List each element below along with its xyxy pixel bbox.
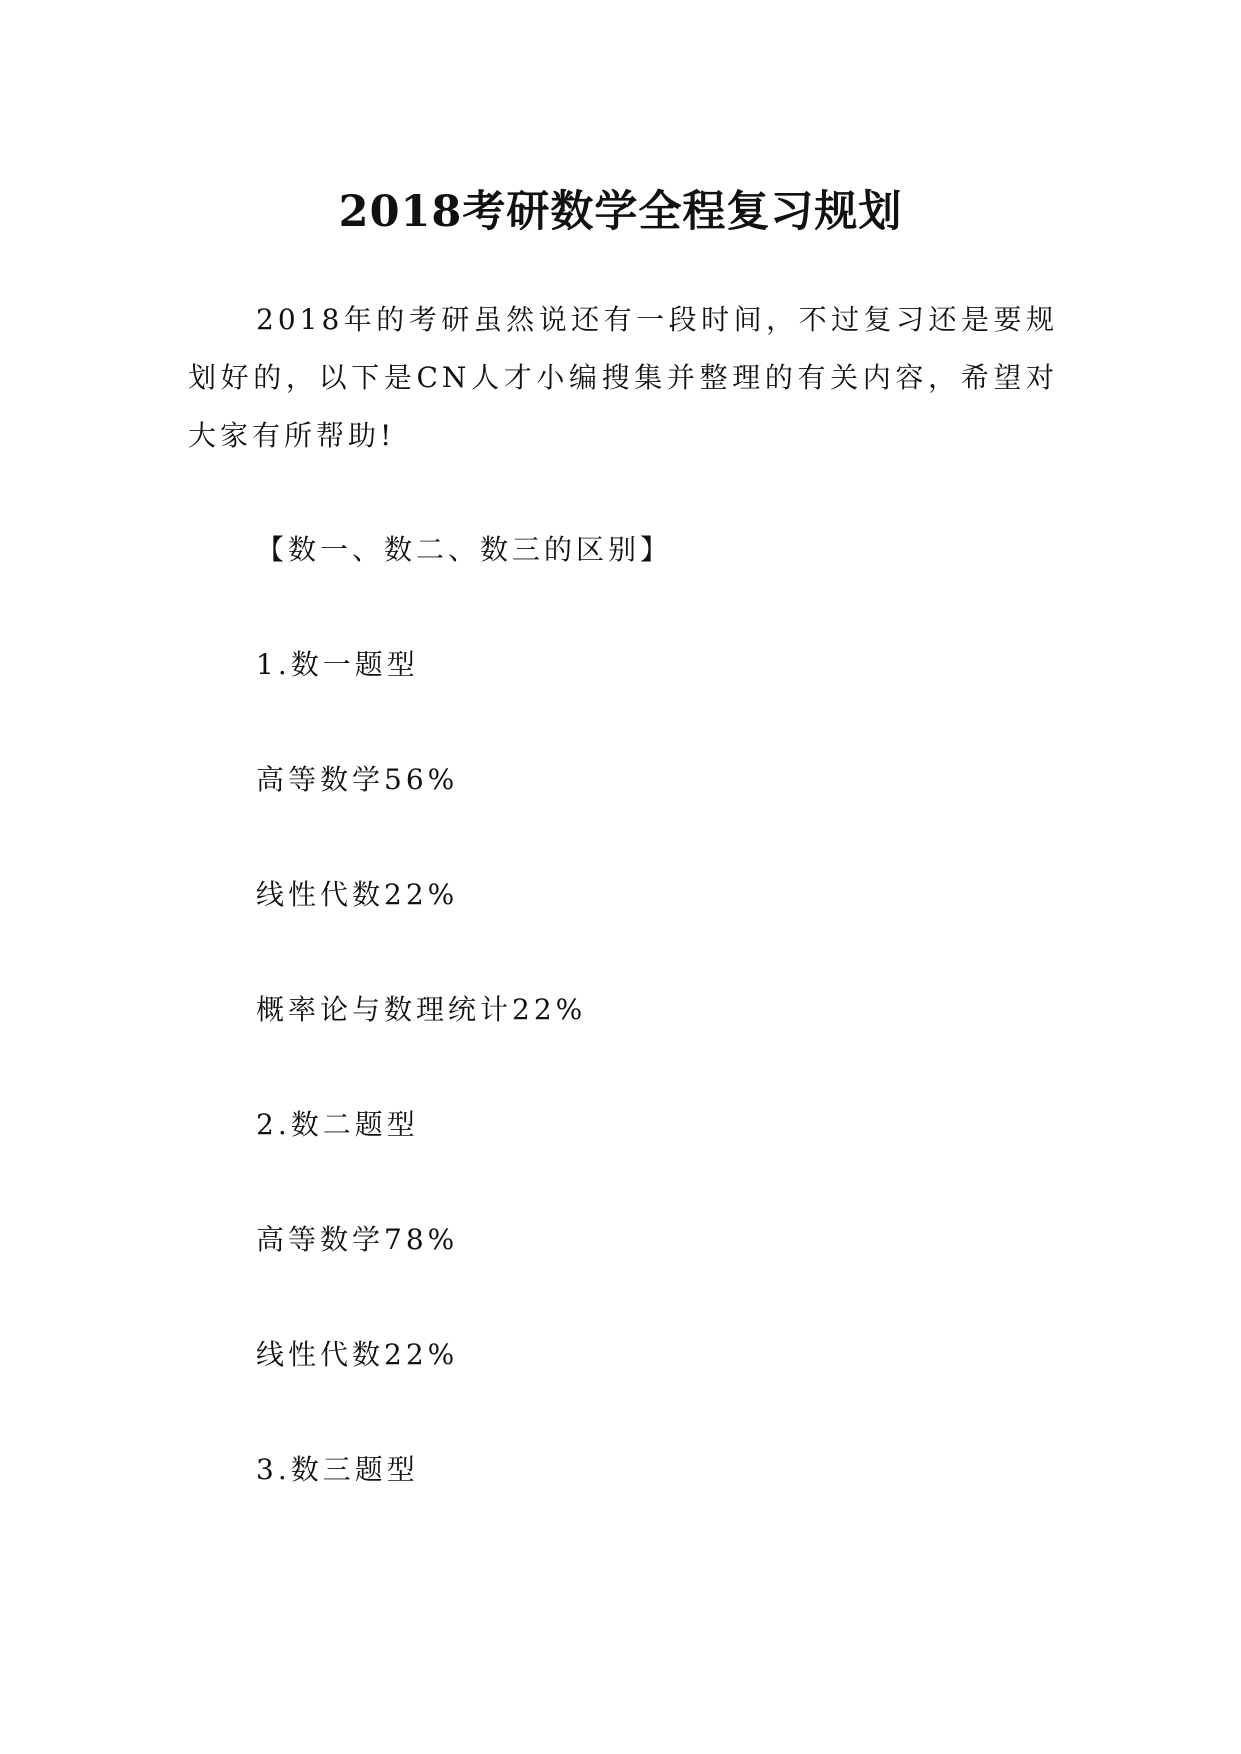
list-item-math2-type: 2.数二题型 [256,1108,419,1141]
list-item-math2-linear-algebra: 线性代数22% [256,1338,459,1371]
section-heading-difference: 【数一、数二、数三的区别】 [256,533,673,566]
list-item-math3-type: 3.数三题型 [256,1453,419,1486]
intro-paragraph: 2018年的考研虽然说还有一段时间，不过复习还是要规划好的，以下是CN人才小编搜集并整理的有关内容，希望对大家有所帮助! [188,303,1058,452]
list-item-math2-calculus: 高等数学78% [256,1223,459,1256]
list-item-math1-linear-algebra: 线性代数22% [256,878,459,911]
list-item-math1-type: 1.数一题型 [256,648,419,681]
list-item-math1-calculus: 高等数学56% [256,763,459,796]
list-item-math1-probability: 概率论与数理统计22% [256,993,587,1026]
document-title: 2018考研数学全程复习规划 [338,186,903,237]
